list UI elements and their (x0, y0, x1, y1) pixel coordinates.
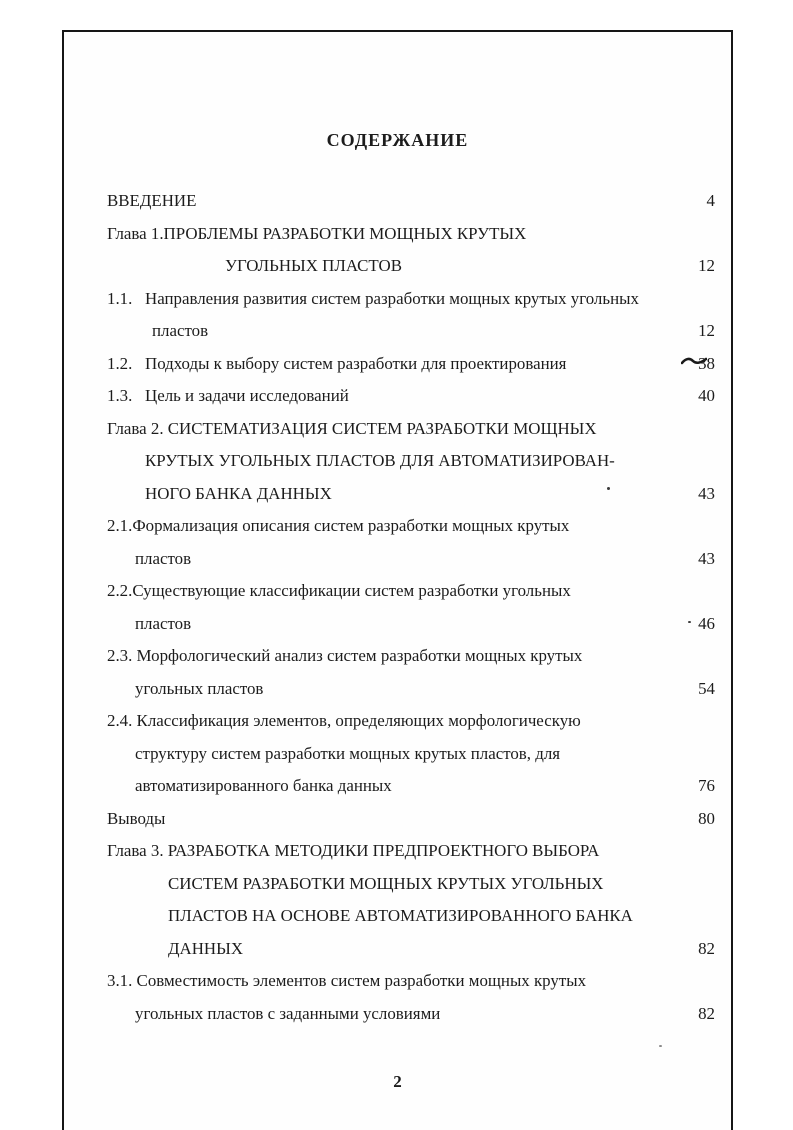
toc-line (107, 673, 715, 706)
toc-entry-page (690, 478, 715, 511)
page-ref-number: 43 (698, 483, 715, 503)
toc-entry-page (690, 250, 715, 283)
toc-entry-text: ПЛАСТОВ НА ОСНОВЕ АВТОМАТИЗИРОВАННОГО БАНКА (168, 906, 633, 925)
toc-entry-page (690, 998, 715, 1031)
toc-line (107, 478, 715, 511)
toc-line (107, 283, 715, 316)
toc-entry-text: НОГО БАНКА ДАННЫХ (145, 483, 332, 503)
toc-entry-text: 2.1.Формализация описания систем разработки мощных крутых (107, 516, 570, 535)
toc-line (107, 868, 715, 901)
toc-line (107, 380, 715, 413)
toc-entry-text: 2.2.Существующие классификации систем разработки угольных (107, 581, 571, 600)
toc-line (107, 965, 715, 998)
toc-entry-text: автоматизированного банка данных (135, 776, 392, 795)
scan-speck (688, 621, 691, 623)
page-ref-number: 82 (698, 1003, 715, 1023)
toc-entry-text: угольных пластов с заданными условиями (135, 1003, 441, 1023)
toc-entry-text: угольных пластов (135, 678, 264, 698)
toc-entry-text: 2.4. Классификация элементов, определяющих морфологическую (107, 711, 581, 730)
toc-line (107, 250, 715, 283)
page-ref-number: 40 (698, 386, 715, 405)
scan-speck (659, 1045, 662, 1047)
page-ref-number: 4 (706, 191, 715, 210)
toc-entry-text: пластов (152, 321, 209, 340)
toc-entry-page (690, 543, 715, 576)
toc-entry-text: 2.3. Морфологический анализ систем разработки мощных крутых (107, 646, 583, 665)
page-number: 2 (393, 1072, 402, 1091)
page-ref-number: 76 (698, 776, 715, 795)
toc-line (107, 900, 715, 933)
toc-entry-text: Глава 2. СИСТЕМАТИЗАЦИЯ СИСТЕМ РАЗРАБОТКИ МОЩНЫХ (107, 418, 597, 438)
page-ref-number: 80 (698, 808, 715, 828)
page-ref-number: 12 (698, 256, 715, 275)
toc-entry-page (673, 348, 715, 381)
toc-entry-text: УГОЛЬНЫХ ПЛАСТОВ (225, 256, 402, 275)
toc-entry-text: СИСТЕМ РАЗРАБОТКИ МОЩНЫХ КРУТЫХ УГОЛЬНЫХ (168, 873, 604, 893)
toc-line (107, 413, 715, 446)
toc-entry-page (690, 380, 715, 413)
toc-entry-text: 1.1. Направления развития систем разработки мощных крутых угольных (107, 288, 639, 308)
toc-entry-page (690, 770, 715, 803)
toc-line (107, 543, 715, 576)
toc-line (107, 575, 715, 608)
toc-line (107, 640, 715, 673)
page-ref-number: 12 (698, 321, 715, 340)
page-title: СОДЕРЖАНИЕ (326, 130, 469, 150)
toc-line (107, 835, 715, 868)
page-ref-number: 46 (698, 613, 715, 633)
toc-entry-page (690, 315, 715, 348)
scan-speck (607, 487, 610, 490)
page-ref-number: 43 (698, 548, 715, 568)
table-of-contents (107, 185, 715, 1030)
toc-entry-text: ВВЕДЕНИЕ (107, 191, 197, 210)
toc-entry-text: 1.2. Подходы к выбору систем разработки для проектирования (107, 353, 567, 373)
toc-line (107, 998, 715, 1031)
toc-line (107, 348, 715, 381)
toc-entry-text: пластов (135, 548, 192, 568)
toc-entry-page (699, 185, 715, 218)
toc-entry-text: Глава 1.ПРОБЛЕМЫ РАЗРАБОТКИ МОЩНЫХ КРУТЫХ (107, 223, 527, 243)
toc-entry-text: Выводы (107, 808, 166, 828)
toc-entry-text: КРУТЫХ УГОЛЬНЫХ ПЛАСТОВ ДЛЯ АВТОМАТИЗИРОВАН- (145, 451, 615, 470)
toc-entry-text: Глава 3. РАЗРАБОТКА МЕТОДИКИ ПРЕДПРОЕКТНОГО ВЫБОРА (107, 841, 600, 860)
toc-entry-page (690, 673, 715, 706)
toc-line (107, 218, 715, 251)
toc-line (107, 315, 715, 348)
toc-entry-text: 1.3. Цель и задачи исследований (107, 386, 349, 405)
toc-entry-text: ДАННЫХ (168, 938, 244, 958)
scanned-page-frame (62, 30, 733, 1130)
toc-line (107, 185, 715, 218)
toc-entry-page (690, 803, 715, 836)
toc-entry-text: 3.1. Совместимость элементов систем разработки мощных крутых (107, 971, 587, 990)
page-ref-number: 54 (698, 678, 715, 698)
toc-line (107, 770, 715, 803)
toc-line (107, 445, 715, 478)
pen-mark-icon (681, 346, 707, 379)
toc-entry-page (690, 933, 715, 966)
toc-entry-text: структуру систем разработки мощных крутых пластов, для (135, 743, 561, 763)
toc-line (107, 510, 715, 543)
toc-entry-page (690, 608, 715, 641)
toc-line (107, 608, 715, 641)
toc-line (107, 738, 715, 771)
toc-entry-text: пластов (135, 613, 192, 633)
toc-line (107, 933, 715, 966)
toc-line (107, 803, 715, 836)
page-ref-number: 38 (698, 353, 715, 373)
page-ref-number: 82 (698, 938, 715, 958)
toc-line (107, 705, 715, 738)
